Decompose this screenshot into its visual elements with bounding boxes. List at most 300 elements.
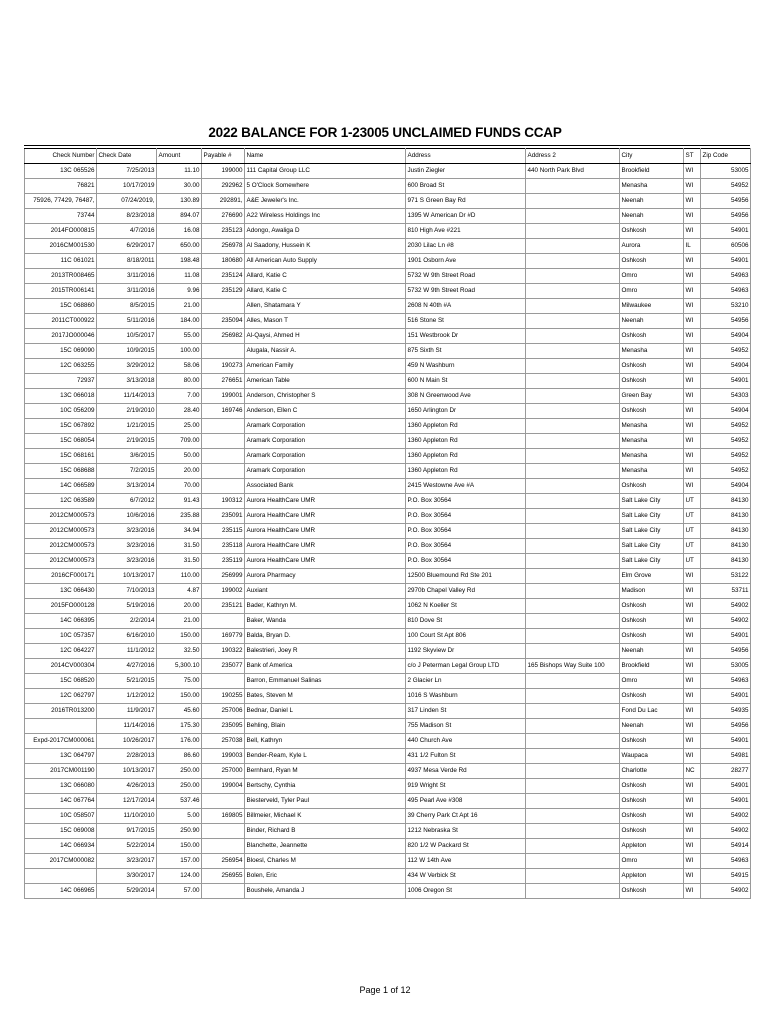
name-cell: American Family (245, 359, 406, 374)
address-cell: 820 1/2 W Packard St (406, 839, 526, 854)
state-cell: UT (684, 524, 701, 539)
check-date-cell: 11/10/2010 (97, 809, 157, 824)
payable-cell: 257000 (202, 764, 245, 779)
city-cell: Appleton (620, 839, 684, 854)
check-date-cell: 7/10/2013 (97, 584, 157, 599)
table-row (25, 374, 751, 389)
check-number-cell: 72937 (25, 374, 97, 389)
amount-cell: 34.94 (157, 524, 202, 539)
address-2-cell (526, 284, 620, 299)
name-cell: Aurora HealthCare UMR (245, 539, 406, 554)
name-cell: Aramark Corporation (245, 434, 406, 449)
amount-cell: 31.50 (157, 554, 202, 569)
payable-cell: 235119 (202, 554, 245, 569)
amount-cell: 86.60 (157, 749, 202, 764)
payable-cell: 190312 (202, 494, 245, 509)
check-date-cell: 11/14/2016 (97, 719, 157, 734)
city-cell: Oshkosh (620, 374, 684, 389)
check-date-cell: 2/19/2010 (97, 404, 157, 419)
check-date-cell: 3/29/2012 (97, 359, 157, 374)
city-cell: Oshkosh (620, 689, 684, 704)
zip-cell: 54904 (701, 359, 751, 374)
state-cell: WI (684, 449, 701, 464)
zip-cell: 54901 (701, 689, 751, 704)
amount-cell: 157.00 (157, 854, 202, 869)
payable-cell: 235091 (202, 509, 245, 524)
check-number-cell: 2017JO000046 (25, 329, 97, 344)
address-cell: 2030 Lilac Ln #8 (406, 239, 526, 254)
address-2-cell (526, 389, 620, 404)
check-date-cell: 7/2/2015 (97, 464, 157, 479)
check-date-cell: 5/11/2016 (97, 314, 157, 329)
check-number-cell: 15C 068520 (25, 674, 97, 689)
address-cell: P.O. Box 30564 (406, 494, 526, 509)
check-date-cell: 2/2/2014 (97, 614, 157, 629)
address-2-cell (526, 464, 620, 479)
check-date-cell: 11/1/2012 (97, 644, 157, 659)
state-cell: UT (684, 554, 701, 569)
address-cell: 1395 W American Dr #D (406, 209, 526, 224)
city-cell: Brookfield (620, 164, 684, 179)
table-row (25, 749, 751, 764)
check-date-cell: 4/27/2016 (97, 659, 157, 674)
address-cell: 2 Glacier Ln (406, 674, 526, 689)
state-cell: WI (684, 704, 701, 719)
check-date-cell: 5/21/2015 (97, 674, 157, 689)
name-cell: Anderson, Ellen C (245, 404, 406, 419)
address-2-cell (526, 854, 620, 869)
city-cell: Salt Lake City (620, 494, 684, 509)
payable-cell: 256955 (202, 869, 245, 884)
amount-cell: 650.00 (157, 239, 202, 254)
table-row (25, 194, 751, 209)
payable-cell: 256982 (202, 329, 245, 344)
table-row (25, 284, 751, 299)
address-2-cell (526, 449, 620, 464)
check-number-cell: 2017CM001190 (25, 764, 97, 779)
check-date-cell: 12/17/2014 (97, 794, 157, 809)
check-number-cell: 12C 063255 (25, 359, 97, 374)
check-number-cell: 13C 066430 (25, 584, 97, 599)
payable-cell: 235121 (202, 599, 245, 614)
name-cell: Associated Bank (245, 479, 406, 494)
name-cell: Bernhard, Ryan M (245, 764, 406, 779)
state-cell: WI (684, 359, 701, 374)
zip-cell: 84130 (701, 524, 751, 539)
amount-cell: 110.00 (157, 569, 202, 584)
check-number-cell: 73744 (25, 209, 97, 224)
col-header-check-number: Check Number (25, 149, 97, 164)
address-cell: 39 Cherry Park Ct Apt 16 (406, 809, 526, 824)
amount-cell: 21.00 (157, 299, 202, 314)
check-date-cell: 3/11/2016 (97, 269, 157, 284)
address-cell: 431 1/2 Fulton St (406, 749, 526, 764)
check-number-cell: 2016TR013200 (25, 704, 97, 719)
address-cell: 2415 Westowne Ave #A (406, 479, 526, 494)
payable-cell (202, 464, 245, 479)
zip-cell: 54952 (701, 434, 751, 449)
payable-cell: 169779 (202, 629, 245, 644)
address-cell: 971 S Green Bay Rd (406, 194, 526, 209)
city-cell: Salt Lake City (620, 554, 684, 569)
zip-cell: 54956 (701, 644, 751, 659)
table-row (25, 584, 751, 599)
check-date-cell: 9/17/2015 (97, 824, 157, 839)
payable-cell: 235129 (202, 284, 245, 299)
zip-cell: 54904 (701, 329, 751, 344)
address-cell: 1360 Appleton Rd (406, 434, 526, 449)
city-cell: Menasha (620, 179, 684, 194)
amount-cell: 55.00 (157, 329, 202, 344)
address-cell: 5732 W 9th Street Road (406, 269, 526, 284)
address-cell: 434 W Verbick St (406, 869, 526, 884)
city-cell: Omro (620, 269, 684, 284)
zip-cell: 54952 (701, 449, 751, 464)
address-cell: 459 N Washburn (406, 359, 526, 374)
address-cell: 440 Church Ave (406, 734, 526, 749)
payable-cell (202, 794, 245, 809)
check-date-cell: 3/6/2015 (97, 449, 157, 464)
table-row (25, 794, 751, 809)
payable-cell (202, 614, 245, 629)
amount-cell: 20.00 (157, 464, 202, 479)
amount-cell: 16.08 (157, 224, 202, 239)
name-cell: A&E Jeweler's Inc. (245, 194, 406, 209)
address-cell: 1016 S Washburn (406, 689, 526, 704)
address-2-cell (526, 689, 620, 704)
payable-cell: 235124 (202, 269, 245, 284)
check-number-cell: 2012CM000573 (25, 524, 97, 539)
check-number-cell: 15C 068054 (25, 434, 97, 449)
payable-cell (202, 449, 245, 464)
address-cell: 1650 Arlington Dr (406, 404, 526, 419)
zip-cell: 54901 (701, 374, 751, 389)
payable-cell: 169746 (202, 404, 245, 419)
check-date-cell: 6/29/2017 (97, 239, 157, 254)
city-cell: Oshkosh (620, 254, 684, 269)
table-row (25, 644, 751, 659)
zip-cell: 54952 (701, 179, 751, 194)
state-cell: WI (684, 584, 701, 599)
state-cell: WI (684, 464, 701, 479)
address-cell: 308 N Greenwood Ave (406, 389, 526, 404)
name-cell: Billmeier, Michael K (245, 809, 406, 824)
address-2-cell (526, 614, 620, 629)
table-row (25, 209, 751, 224)
table-row (25, 554, 751, 569)
check-number-cell (25, 869, 97, 884)
city-cell: Oshkosh (620, 599, 684, 614)
state-cell: WI (684, 404, 701, 419)
table-row (25, 689, 751, 704)
zip-cell: 53122 (701, 569, 751, 584)
amount-cell: 31.50 (157, 539, 202, 554)
zip-cell: 53005 (701, 659, 751, 674)
table-row (25, 764, 751, 779)
check-number-cell: 14C 066934 (25, 839, 97, 854)
table-row (25, 494, 751, 509)
address-2-cell (526, 299, 620, 314)
table-row (25, 824, 751, 839)
address-cell: 4937 Mesa Verde Rd (406, 764, 526, 779)
address-2-cell (526, 749, 620, 764)
amount-cell: 32.50 (157, 644, 202, 659)
col-header-name: Name (245, 149, 406, 164)
table-row (25, 269, 751, 284)
address-2-cell (526, 344, 620, 359)
check-date-cell: 1/21/2015 (97, 419, 157, 434)
zip-cell: 54901 (701, 779, 751, 794)
table-row (25, 434, 751, 449)
address-2-cell: 440 North Park Blvd (526, 164, 620, 179)
check-date-cell: 6/7/2012 (97, 494, 157, 509)
payable-cell: 199002 (202, 584, 245, 599)
check-number-cell: 13C 064797 (25, 749, 97, 764)
check-date-cell: 5/19/2016 (97, 599, 157, 614)
city-cell: Milwaukee (620, 299, 684, 314)
state-cell: WI (684, 389, 701, 404)
zip-cell: 54904 (701, 404, 751, 419)
address-cell: 12500 Bluemound Rd Ste 201 (406, 569, 526, 584)
payable-cell (202, 824, 245, 839)
city-cell: Fond Du Lac (620, 704, 684, 719)
amount-cell: 5,300.10 (157, 659, 202, 674)
table-row (25, 239, 751, 254)
table-row (25, 719, 751, 734)
payable-cell: 256978 (202, 239, 245, 254)
amount-cell: 130.89 (157, 194, 202, 209)
check-number-cell: 2016CM001530 (25, 239, 97, 254)
name-cell: Aramark Corporation (245, 419, 406, 434)
address-cell: 1360 Appleton Rd (406, 419, 526, 434)
state-cell: WI (684, 254, 701, 269)
table-row (25, 629, 751, 644)
state-cell: IL (684, 239, 701, 254)
address-2-cell (526, 584, 620, 599)
table-row (25, 809, 751, 824)
state-cell: WI (684, 839, 701, 854)
state-cell: WI (684, 794, 701, 809)
address-2-cell: 165 Bishops Way Suite 100 (526, 659, 620, 674)
zip-cell: 84130 (701, 539, 751, 554)
name-cell: Bender-Ream, Kyle L (245, 749, 406, 764)
address-cell: 1192 Skyview Dr (406, 644, 526, 659)
address-2-cell (526, 704, 620, 719)
state-cell: WI (684, 599, 701, 614)
name-cell: Baker, Wanda (245, 614, 406, 629)
check-number-cell: 15C 068860 (25, 299, 97, 314)
zip-cell: 54981 (701, 749, 751, 764)
name-cell: Biesterveld, Tyler Paul (245, 794, 406, 809)
amount-cell: 537.46 (157, 794, 202, 809)
zip-cell: 54901 (701, 254, 751, 269)
amount-cell: 235.88 (157, 509, 202, 524)
table-row (25, 704, 751, 719)
check-number-cell: 13C 066018 (25, 389, 97, 404)
name-cell: Aurora HealthCare UMR (245, 494, 406, 509)
payable-cell (202, 299, 245, 314)
zip-cell: 54963 (701, 674, 751, 689)
amount-cell: 175.30 (157, 719, 202, 734)
zip-cell: 54901 (701, 734, 751, 749)
name-cell: Balda, Bryan D. (245, 629, 406, 644)
state-cell: WI (684, 689, 701, 704)
amount-cell: 57.00 (157, 884, 202, 899)
state-cell: WI (684, 884, 701, 899)
name-cell: Boushele, Amanda J (245, 884, 406, 899)
address-cell: 1006 Oregon St (406, 884, 526, 899)
name-cell: Bell, Kathryn (245, 734, 406, 749)
address-cell: P.O. Box 30564 (406, 524, 526, 539)
check-number-cell: 10C 057357 (25, 629, 97, 644)
payable-cell: 257006 (202, 704, 245, 719)
check-date-cell: 8/5/2015 (97, 299, 157, 314)
header-row (25, 149, 751, 164)
check-date-cell: 10/9/2015 (97, 344, 157, 359)
city-cell: Neenah (620, 209, 684, 224)
zip-cell: 54902 (701, 614, 751, 629)
col-header-payable: Payable # (202, 149, 245, 164)
state-cell: WI (684, 659, 701, 674)
check-number-cell: 76821 (25, 179, 97, 194)
address-2-cell (526, 629, 620, 644)
city-cell: Neenah (620, 194, 684, 209)
check-date-cell: 11/9/2017 (97, 704, 157, 719)
zip-cell: 53711 (701, 584, 751, 599)
name-cell: Aurora HealthCare UMR (245, 509, 406, 524)
table-body (25, 164, 751, 899)
check-date-cell: 10/26/2017 (97, 734, 157, 749)
address-cell: 516 Stone St (406, 314, 526, 329)
table-row (25, 854, 751, 869)
name-cell: Bader, Kathryn M. (245, 599, 406, 614)
city-cell: Oshkosh (620, 479, 684, 494)
check-date-cell: 3/13/2014 (97, 479, 157, 494)
address-2-cell (526, 329, 620, 344)
amount-cell: 91.43 (157, 494, 202, 509)
amount-cell: 70.00 (157, 479, 202, 494)
name-cell: Aramark Corporation (245, 464, 406, 479)
table-row (25, 599, 751, 614)
check-date-cell: 5/22/2014 (97, 839, 157, 854)
state-cell: WI (684, 209, 701, 224)
address-2-cell (526, 419, 620, 434)
col-header-address-2: Address 2 (526, 149, 620, 164)
address-cell: 151 Westbrook Dr (406, 329, 526, 344)
state-cell: WI (684, 779, 701, 794)
amount-cell: 75.00 (157, 674, 202, 689)
check-number-cell: 14C 067764 (25, 794, 97, 809)
table-row (25, 404, 751, 419)
amount-cell: 20.00 (157, 599, 202, 614)
zip-cell: 54952 (701, 419, 751, 434)
zip-cell: 54303 (701, 389, 751, 404)
title-divider (24, 145, 750, 146)
check-number-cell: 2017CM000082 (25, 854, 97, 869)
address-2-cell (526, 764, 620, 779)
name-cell: Adongo, Awaliga D (245, 224, 406, 239)
name-cell: Blanchette, Jeannette (245, 839, 406, 854)
name-cell: Bank of America (245, 659, 406, 674)
check-date-cell: 8/18/2011 (97, 254, 157, 269)
address-cell: 810 High Ave #221 (406, 224, 526, 239)
address-cell: 1360 Appleton Rd (406, 449, 526, 464)
city-cell: Menasha (620, 344, 684, 359)
city-cell: Aurora (620, 239, 684, 254)
state-cell: WI (684, 314, 701, 329)
name-cell: Allard, Katie C (245, 269, 406, 284)
address-2-cell (526, 884, 620, 899)
address-cell: 919 Wright St (406, 779, 526, 794)
amount-cell: 894.07 (157, 209, 202, 224)
name-cell: Binder, Richard B (245, 824, 406, 839)
page-title: 2022 BALANCE FOR 1-23005 UNCLAIMED FUNDS CCAP (208, 125, 562, 140)
address-cell: 600 Broad St (406, 179, 526, 194)
zip-cell: 54902 (701, 599, 751, 614)
table-row (25, 839, 751, 854)
check-date-cell: 2/28/2013 (97, 749, 157, 764)
check-number-cell (25, 719, 97, 734)
address-2-cell (526, 179, 620, 194)
city-cell: Omro (620, 854, 684, 869)
check-number-cell: 13C 066080 (25, 779, 97, 794)
address-cell: 495 Pearl Ave #308 (406, 794, 526, 809)
check-number-cell: 13C 065526 (25, 164, 97, 179)
name-cell: Bednar, Daniel L (245, 704, 406, 719)
city-cell: Neenah (620, 314, 684, 329)
state-cell: WI (684, 674, 701, 689)
payable-cell (202, 479, 245, 494)
check-date-cell: 7/25/2013 (97, 164, 157, 179)
check-date-cell: 3/23/2016 (97, 539, 157, 554)
city-cell: Menasha (620, 464, 684, 479)
name-cell: Aurora HealthCare UMR (245, 554, 406, 569)
state-cell: WI (684, 194, 701, 209)
city-cell: Salt Lake City (620, 509, 684, 524)
table-row (25, 164, 751, 179)
amount-cell: 28.40 (157, 404, 202, 419)
zip-cell: 54901 (701, 224, 751, 239)
address-cell: P.O. Box 30564 (406, 509, 526, 524)
amount-cell: 250.00 (157, 779, 202, 794)
check-number-cell: 12C 064227 (25, 644, 97, 659)
city-cell: Brookfield (620, 659, 684, 674)
name-cell: Aurora HealthCare UMR (245, 524, 406, 539)
table-row (25, 254, 751, 269)
table-row (25, 419, 751, 434)
payable-cell: 169805 (202, 809, 245, 824)
check-date-cell: 11/14/2013 (97, 389, 157, 404)
name-cell: Al-Qaysi, Ahmed H (245, 329, 406, 344)
check-date-cell: 1/12/2012 (97, 689, 157, 704)
check-number-cell: 2015FO000128 (25, 599, 97, 614)
city-cell: Menasha (620, 449, 684, 464)
name-cell: Alugala, Nassir A. (245, 344, 406, 359)
address-2-cell (526, 794, 620, 809)
city-cell: Oshkosh (620, 809, 684, 824)
payable-cell: 235115 (202, 524, 245, 539)
amount-cell: 124.00 (157, 869, 202, 884)
city-cell: Oshkosh (620, 359, 684, 374)
name-cell: Allen, Shatamara Y (245, 299, 406, 314)
payable-cell: 199000 (202, 164, 245, 179)
address-2-cell (526, 404, 620, 419)
city-cell: Oshkosh (620, 224, 684, 239)
check-number-cell: 15C 069008 (25, 824, 97, 839)
name-cell: Balestrieri, Joey R (245, 644, 406, 659)
state-cell: WI (684, 569, 701, 584)
city-cell: Charlotte (620, 764, 684, 779)
